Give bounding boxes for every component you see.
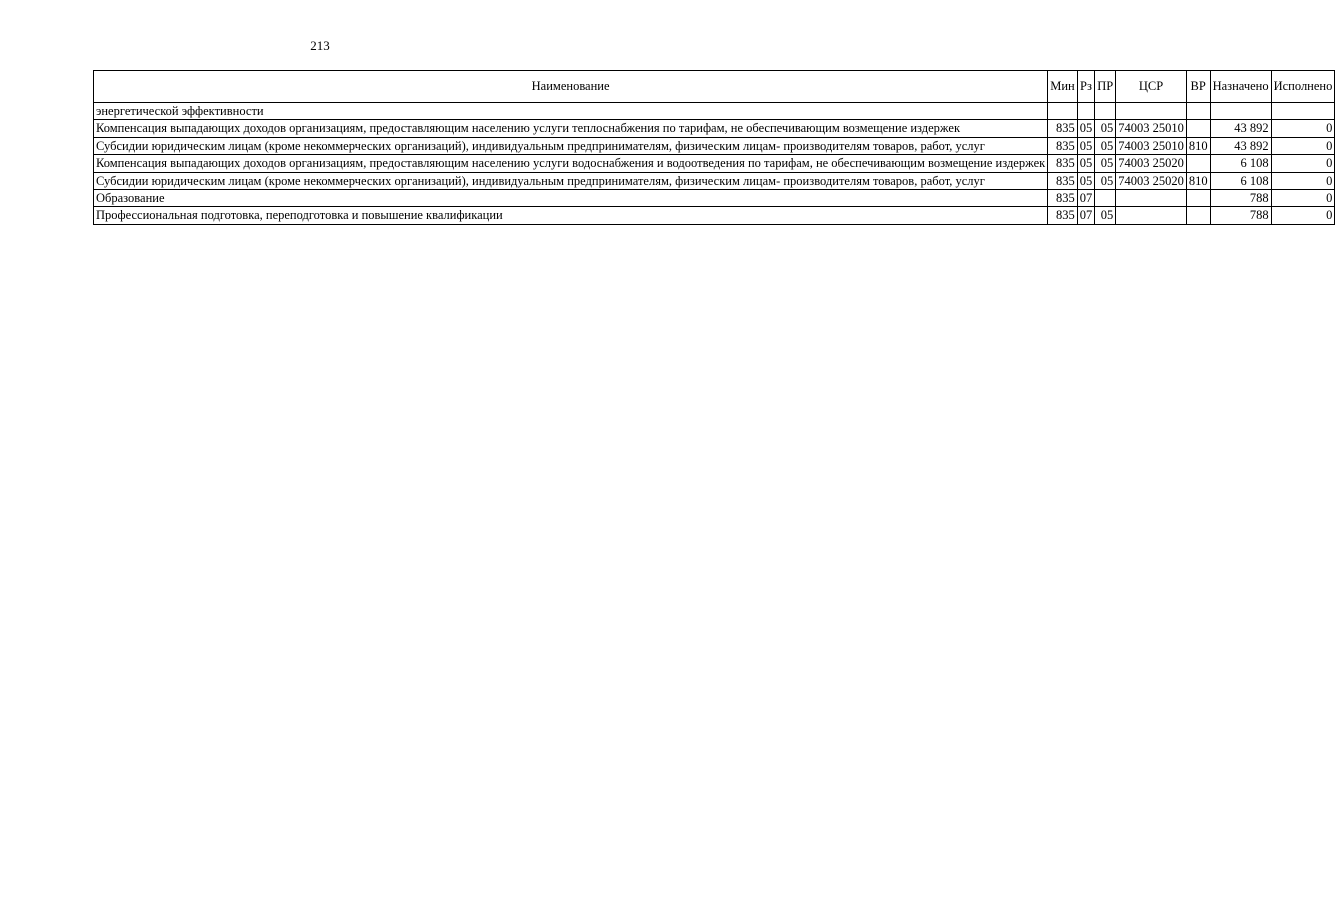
cell-rz: 07 — [1077, 207, 1095, 224]
cell-assigned: 788 — [1210, 190, 1271, 207]
cell-csr: 74003 25010 — [1116, 120, 1187, 137]
table-row — [94, 172, 1335, 189]
cell-vr — [1186, 190, 1210, 207]
cell-assigned: 6 108 — [1210, 155, 1271, 172]
cell-csr — [1116, 207, 1187, 224]
page-number: 213 — [310, 38, 330, 53]
header-pr: ПР — [1095, 71, 1116, 103]
header-rz: Рз — [1077, 71, 1095, 103]
cell-pr — [1095, 103, 1116, 120]
header-name: Наименование — [94, 71, 1048, 103]
cell-name: Субсидии юридическим лицам (кроме некоммерческих организаций), индивидуальным предпринимателям, физическим лицам- производителям товаров, работ, услуг — [94, 172, 1048, 189]
budget-table — [93, 70, 1335, 225]
cell-executed: 0 — [1271, 190, 1335, 207]
cell-min: 835 — [1048, 120, 1078, 137]
table-row — [94, 103, 1335, 120]
cell-csr — [1116, 103, 1187, 120]
header-assigned: Назначено — [1210, 71, 1271, 103]
cell-name: Субсидии юридическим лицам (кроме некоммерческих организаций), индивидуальным предпринимателям, физическим лицам- производителям товаров, работ, услуг — [94, 137, 1048, 154]
table-row — [94, 190, 1335, 207]
cell-vr: 810 — [1186, 172, 1210, 189]
cell-name: Профессиональная подготовка, переподготовка и повышение квалификации — [94, 207, 1048, 224]
header-min: Мин — [1048, 71, 1078, 103]
cell-executed: 0 — [1271, 137, 1335, 154]
table-row — [94, 137, 1335, 154]
cell-name: Образование — [94, 190, 1048, 207]
table-row — [94, 120, 1335, 137]
cell-assigned: 43 892 — [1210, 120, 1271, 137]
cell-pr — [1095, 190, 1116, 207]
table-row — [94, 207, 1335, 224]
cell-pr: 05 — [1095, 137, 1116, 154]
table-row — [94, 155, 1335, 172]
cell-vr — [1186, 103, 1210, 120]
cell-rz: 05 — [1077, 137, 1095, 154]
cell-csr: 74003 25020 — [1116, 172, 1187, 189]
header-row — [94, 71, 1335, 103]
cell-min: 835 — [1048, 207, 1078, 224]
cell-rz — [1077, 103, 1095, 120]
cell-executed: 0 — [1271, 155, 1335, 172]
cell-min: 835 — [1048, 190, 1078, 207]
cell-csr: 74003 25010 — [1116, 137, 1187, 154]
header-executed: Исполнено — [1271, 71, 1335, 103]
cell-min: 835 — [1048, 155, 1078, 172]
cell-executed — [1271, 103, 1335, 120]
header-vr: ВР — [1186, 71, 1210, 103]
cell-vr — [1186, 207, 1210, 224]
cell-executed: 0 — [1271, 207, 1335, 224]
cell-min: 835 — [1048, 172, 1078, 189]
cell-name: энергетической эффективности — [94, 103, 1048, 120]
cell-assigned: 43 892 — [1210, 137, 1271, 154]
cell-assigned: 788 — [1210, 207, 1271, 224]
cell-pr: 05 — [1095, 120, 1116, 137]
cell-name: Компенсация выпадающих доходов организациям, предоставляющим населению услуги теплоснабжения по тарифам, не обеспечивающим возмещение издержек — [94, 120, 1048, 137]
cell-assigned — [1210, 103, 1271, 120]
cell-pr: 05 — [1095, 172, 1116, 189]
cell-rz: 05 — [1077, 155, 1095, 172]
cell-min — [1048, 103, 1078, 120]
cell-vr — [1186, 155, 1210, 172]
cell-csr: 74003 25020 — [1116, 155, 1187, 172]
cell-assigned: 6 108 — [1210, 172, 1271, 189]
cell-vr: 810 — [1186, 137, 1210, 154]
cell-pr: 05 — [1095, 207, 1116, 224]
cell-csr — [1116, 190, 1187, 207]
cell-rz: 07 — [1077, 190, 1095, 207]
cell-rz: 05 — [1077, 172, 1095, 189]
cell-name: Компенсация выпадающих доходов организациям, предоставляющим населению услуги водоснабжения и водоотведения по тарифам, не обеспечивающим возмещение издержек — [94, 155, 1048, 172]
cell-executed: 0 — [1271, 172, 1335, 189]
cell-rz: 05 — [1077, 120, 1095, 137]
cell-executed: 0 — [1271, 120, 1335, 137]
cell-min: 835 — [1048, 137, 1078, 154]
cell-pr: 05 — [1095, 155, 1116, 172]
header-csr: ЦСР — [1116, 71, 1187, 103]
cell-vr — [1186, 120, 1210, 137]
